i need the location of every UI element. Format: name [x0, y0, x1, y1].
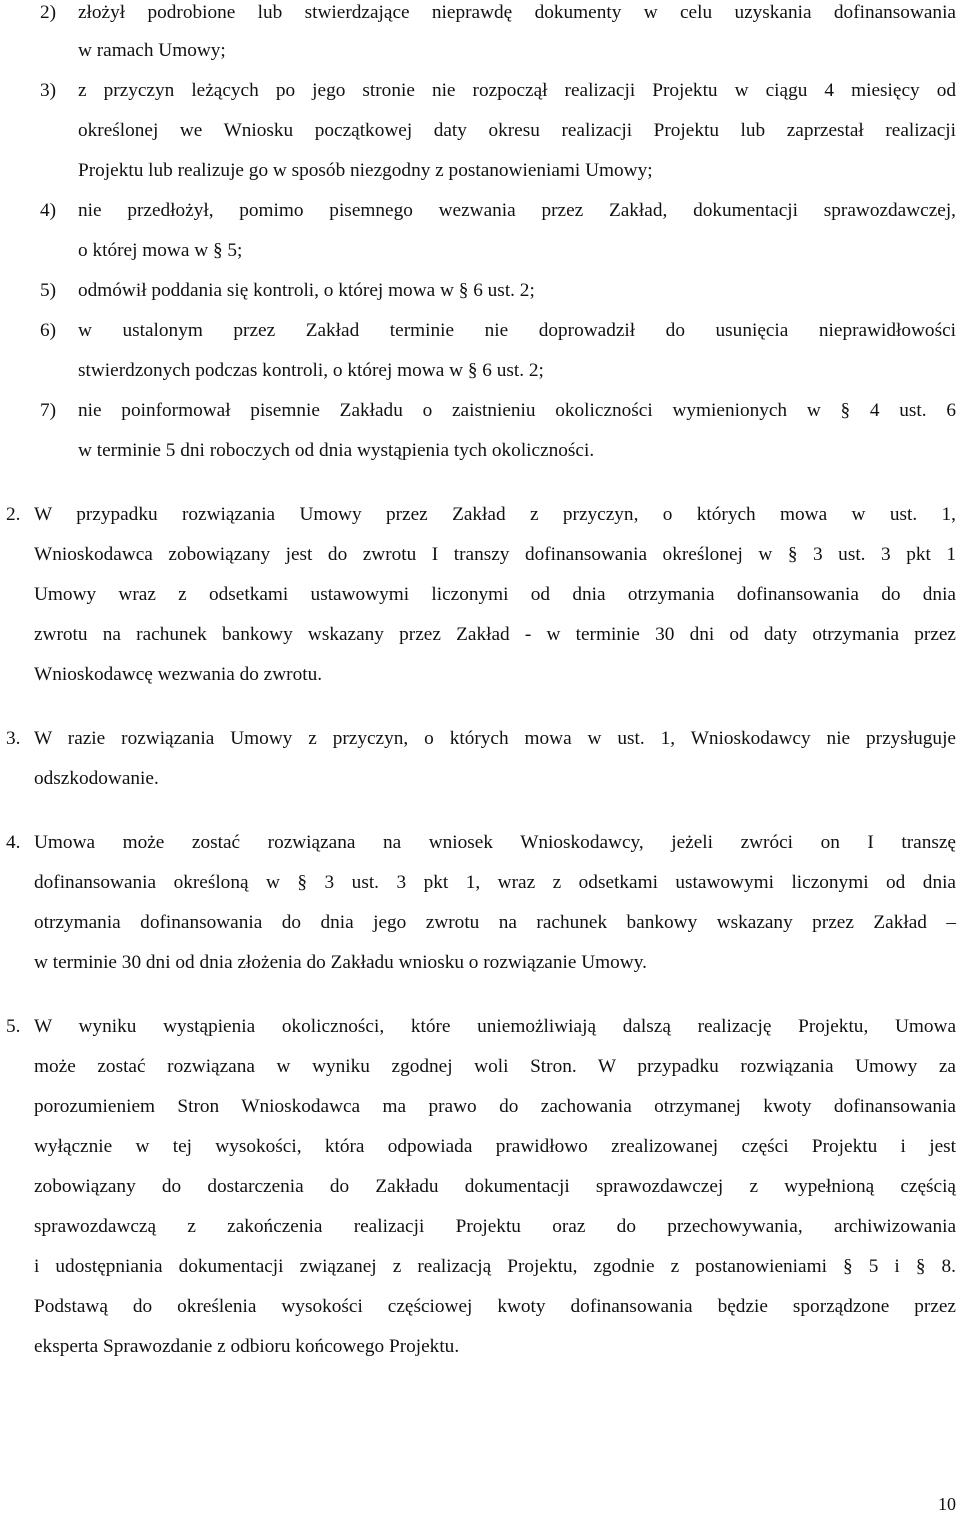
paragraph-line: wyłącznie w tej wysokości, która odpowiada prawidłowo zrealizowanej części Projektu i jest: [34, 1136, 956, 1157]
list-item-line: odmówił poddania się kontroli, o której mowa w § 6 ust. 2;: [78, 280, 535, 301]
list-item-number: 2): [40, 2, 57, 23]
paragraph-line: porozumieniem Stron Wnioskodawca ma prawo do zachowania otrzymanej kwoty dofinansowania: [34, 1096, 956, 1117]
list-item-line: Projektu lub realizuje go w sposób niezgodny z postanowieniami Umowy;: [78, 160, 653, 181]
paragraph-line: zobowiązany do dostarczenia do Zakładu dokumentacji sprawozdawczej z wypełnioną częścią: [34, 1176, 956, 1197]
paragraph-line: Umowy wraz z odsetkami ustawowymi liczonymi od dnia otrzymania dofinansowania do dnia: [34, 584, 956, 605]
paragraph-line: Podstawą do określenia wysokości częściowej kwoty dofinansowania będzie sporządzone przez: [34, 1296, 956, 1317]
paragraph-line: może zostać rozwiązana w wyniku zgodnej woli Stron. W przypadku rozwiązania Umowy za: [34, 1056, 956, 1077]
paragraph-number: 2.: [6, 504, 21, 525]
paragraph-line: Umowa może zostać rozwiązana na wniosek Wnioskodawcy, jeżeli zwróci on I transzę: [34, 832, 956, 853]
paragraph-line: eksperta Sprawozdanie z odbioru końcowego Projektu.: [34, 1336, 460, 1357]
paragraph-number: 5.: [6, 1016, 21, 1037]
list-item-line: o której mowa w § 5;: [78, 240, 243, 261]
paragraph-line: w terminie 30 dni od dnia złożenia do Zakładu wniosku o rozwiązanie Umowy.: [34, 952, 647, 973]
paragraph-number: 3.: [6, 728, 21, 749]
paragraph-line: Wnioskodawca zobowiązany jest do zwrotu I transzy dofinansowania określonej w § 3 ust. 3 pkt 1: [34, 544, 956, 565]
list-item-line: nie poinformował pisemnie Zakładu o zaistnieniu okoliczności wymienionych w § 4 ust. 6: [78, 400, 956, 421]
paragraph-line: W razie rozwiązania Umowy z przyczyn, o których mowa w ust. 1, Wnioskodawcy nie przysługuje: [34, 728, 956, 749]
list-item-number: 7): [40, 400, 57, 421]
paragraph-line: Wnioskodawcę wezwania do zwrotu.: [34, 664, 323, 685]
paragraph-number: 4.: [6, 832, 21, 853]
paragraph-line: dofinansowania określoną w § 3 ust. 3 pkt 1, wraz z odsetkami ustawowymi liczonymi od dnia: [34, 872, 956, 893]
paragraph-line: otrzymania dofinansowania do dnia jego zwrotu na rachunek bankowy wskazany przez Zakład –: [34, 912, 956, 933]
list-item-line: stwierdzonych podczas kontroli, o której mowa w § 6 ust. 2;: [78, 360, 544, 381]
list-item-number: 6): [40, 320, 57, 341]
list-item-line: w ramach Umowy;: [78, 40, 226, 61]
paragraph-line: zwrotu na rachunek bankowy wskazany przez Zakład - w terminie 30 dni od daty otrzymania przez: [34, 624, 956, 645]
list-item-line: złożył podrobione lub stwierdzające nieprawdę dokumenty w celu uzyskania dofinansowania: [78, 2, 956, 23]
paragraph-line: odszkodowanie.: [34, 768, 159, 789]
list-item-number: 3): [40, 80, 57, 101]
list-item-line: w ustalonym przez Zakład terminie nie doprowadził do usunięcia nieprawidłowości: [78, 320, 956, 341]
list-item-line: w terminie 5 dni roboczych od dnia wystąpienia tych okoliczności.: [78, 440, 595, 461]
list-item-line: określonej we Wniosku początkowej daty okresu realizacji Projektu lub zaprzestał realizacji: [78, 120, 956, 141]
paragraph-line: W wyniku wystąpienia okoliczności, które uniemożliwiają dalszą realizację Projektu, Umowa: [34, 1016, 956, 1037]
list-item-line: nie przedłożył, pomimo pisemnego wezwania przez Zakład, dokumentacji sprawozdawczej,: [78, 200, 956, 221]
paragraph-line: i udostępniania dokumentacji związanej z realizacją Projektu, zgodnie z postanowieniami § 5 i § 8.: [34, 1256, 956, 1277]
page-number: 10: [938, 1494, 956, 1514]
paragraph-line: sprawozdawczą z zakończenia realizacji Projektu oraz do przechowywania, archiwizowania: [34, 1216, 956, 1237]
list-item-number: 4): [40, 200, 57, 221]
paragraph-line: W przypadku rozwiązania Umowy przez Zakład z przyczyn, o których mowa w ust. 1,: [34, 504, 956, 525]
list-item-line: z przyczyn leżących po jego stronie nie rozpoczął realizacji Projektu w ciągu 4 miesięcy od: [78, 80, 956, 101]
list-item-number: 5): [40, 280, 57, 301]
